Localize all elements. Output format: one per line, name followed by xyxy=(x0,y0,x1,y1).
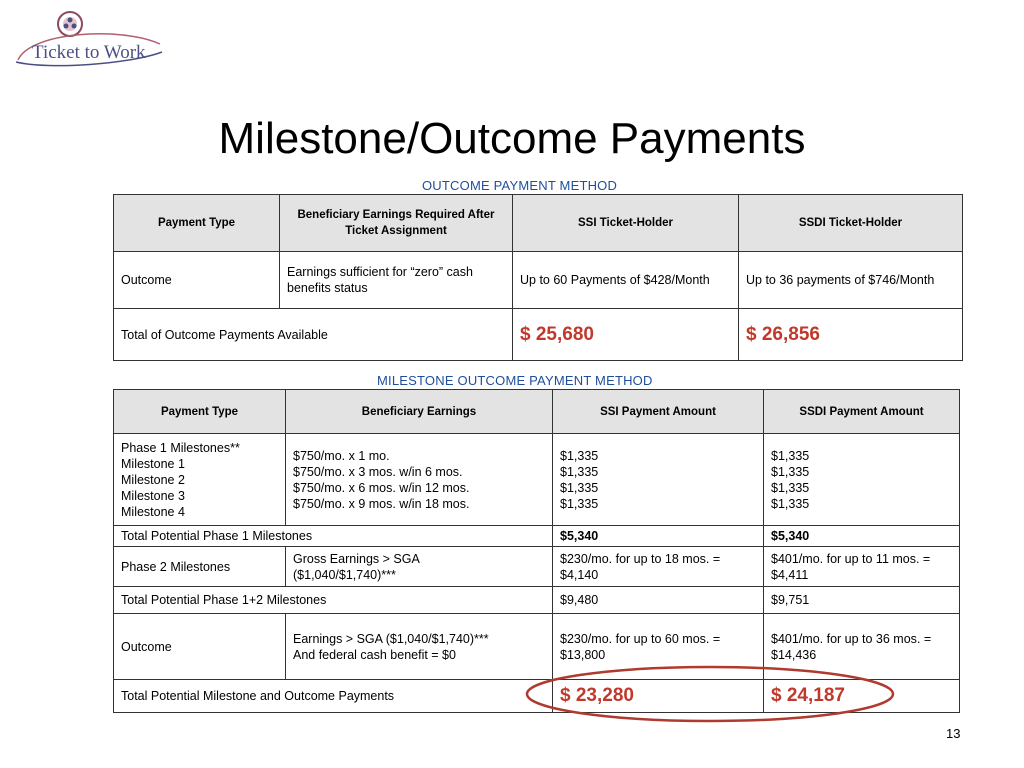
cell-earnings: Earnings sufficient for “zero” cash benefits status xyxy=(280,252,513,309)
cell-total-label: Total of Outcome Payments Available xyxy=(114,309,513,361)
cell-phase2-type: Phase 2 Milestones xyxy=(114,547,286,587)
milestone-2-earnings: $750/mo. x 3 mos. w/in 6 mos. xyxy=(293,464,463,479)
header-payment-type: Payment Type xyxy=(114,390,286,434)
milestone-3-label: Milestone 3 xyxy=(121,488,185,503)
cell-phase1-earnings xyxy=(286,434,553,526)
header-earnings-required: Beneficiary Earnings Required After Ticket Assignment xyxy=(280,195,513,252)
milestone-4-ssi: $1,335 xyxy=(560,496,599,511)
milestone-4-earnings: $750/mo. x 9 mos. w/in 18 mos. xyxy=(293,496,470,511)
cell-ssdi: Up to 36 payments of $746/Month xyxy=(739,252,963,309)
table-row-total-phase12 xyxy=(114,587,960,614)
header-ssi-ticket-holder: SSI Ticket-Holder xyxy=(513,195,739,252)
milestone-1-ssi: $1,335 xyxy=(560,448,599,463)
milestone-2-ssi: $1,335 xyxy=(560,464,599,479)
milestone-3-ssi: $1,335 xyxy=(560,480,599,495)
cell-outcome-type: Outcome xyxy=(114,614,286,680)
cell-ssi: Up to 60 Payments of $428/Month xyxy=(513,252,739,309)
cell-payment-type: Outcome xyxy=(114,252,280,309)
table-row-total-phase1 xyxy=(114,526,960,547)
phase2-ssi-total: $4,140 xyxy=(560,567,599,582)
table-row-phase2 xyxy=(114,547,960,587)
phase2-ssi-rate: $230/mo. for up to 18 mos. = xyxy=(560,551,721,566)
header-beneficiary-earnings: Beneficiary Earnings xyxy=(286,390,553,434)
cell-phase1-ssdi xyxy=(764,434,960,526)
outcome-table-caption: OUTCOME PAYMENT METHOD xyxy=(422,178,618,193)
page-title: Milestone/Outcome Payments xyxy=(218,114,806,163)
cell-total-phase12-ssdi: $9,751 xyxy=(764,587,960,614)
cell-phase2-ssdi xyxy=(764,547,960,587)
phase2-ssdi-rate: $401/mo. for up to 11 mos. = xyxy=(771,551,931,566)
cell-phase1-ssi xyxy=(553,434,764,526)
highlight-oval xyxy=(524,664,896,724)
header-ssi-payment-amount: SSI Payment Amount xyxy=(553,390,764,434)
cell-total-phase1-label: Total Potential Phase 1 Milestones xyxy=(114,526,553,547)
cell-grand-total-ssdi: $ 24,187 xyxy=(764,680,960,713)
cell-grand-total-ssi: $ 23,280 xyxy=(553,680,764,713)
page-number: 13 xyxy=(946,726,961,741)
outcome-ssdi-rate: $401/mo. for up to 36 mos. = xyxy=(771,631,932,646)
milestone-table-caption: MILESTONE OUTCOME PAYMENT METHOD xyxy=(377,373,653,388)
logo-text: Ticket to Work xyxy=(32,42,146,63)
table-row-phase1 xyxy=(114,434,960,526)
outcome-earnings-line1: Earnings > SGA ($1,040/$1,740)*** xyxy=(293,631,489,646)
header-payment-type: Payment Type xyxy=(114,195,280,252)
phase2-earnings-line2: ($1,040/$1,740)*** xyxy=(293,567,396,582)
outcome-ssi-rate: $230/mo. for up to 60 mos. = xyxy=(560,631,721,646)
phase2-earnings-line1: Gross Earnings > SGA xyxy=(293,551,420,566)
milestone-1-earnings: $750/mo. x 1 mo. xyxy=(293,448,390,463)
cell-total-phase1-ssdi: $5,340 xyxy=(764,526,960,547)
table-header-row xyxy=(114,195,963,252)
milestone-4-ssdi: $1,335 xyxy=(771,496,810,511)
cell-phase2-earnings xyxy=(286,547,553,587)
milestone-4-label: Milestone 4 xyxy=(121,504,185,519)
milestone-2-ssdi: $1,335 xyxy=(771,464,810,479)
table-row xyxy=(114,252,963,309)
cell-total-phase12-label: Total Potential Phase 1+2 Milestones xyxy=(114,587,553,614)
ticket-to-work-logo xyxy=(10,8,170,70)
milestone-1-ssdi: $1,335 xyxy=(771,448,810,463)
milestone-3-ssdi: $1,335 xyxy=(771,480,810,495)
cell-total-phase1-ssi: $5,340 xyxy=(553,526,764,547)
phase2-ssdi-total: $4,411 xyxy=(771,567,809,582)
outcome-payment-table xyxy=(113,194,963,361)
header-ssdi-ticket-holder: SSDI Ticket-Holder xyxy=(739,195,963,252)
outcome-earnings-line2: And federal cash benefit = $0 xyxy=(293,647,456,662)
cell-phase2-ssi xyxy=(553,547,764,587)
header-ssdi-payment-amount: SSDI Payment Amount xyxy=(764,390,960,434)
milestone-2-label: Milestone 2 xyxy=(121,472,185,487)
outcome-ssdi-total: $14,436 xyxy=(771,647,817,662)
cell-grand-total-label: Total Potential Milestone and Outcome Payments xyxy=(114,680,553,713)
table-row-total xyxy=(114,309,963,361)
outcome-ssi-total: $13,800 xyxy=(560,647,606,662)
milestone-1-label: Milestone 1 xyxy=(121,456,185,471)
cell-total-ssdi: $ 26,856 xyxy=(739,309,963,361)
phase1-heading: Phase 1 Milestones** xyxy=(121,440,240,455)
cell-total-phase12-ssi: $9,480 xyxy=(553,587,764,614)
cell-outcome-earnings xyxy=(286,614,553,680)
milestone-3-earnings: $750/mo. x 6 mos. w/in 12 mos. xyxy=(293,480,470,495)
cell-total-ssi: $ 25,680 xyxy=(513,309,739,361)
table-header-row xyxy=(114,390,960,434)
cell-phase1-types xyxy=(114,434,286,526)
